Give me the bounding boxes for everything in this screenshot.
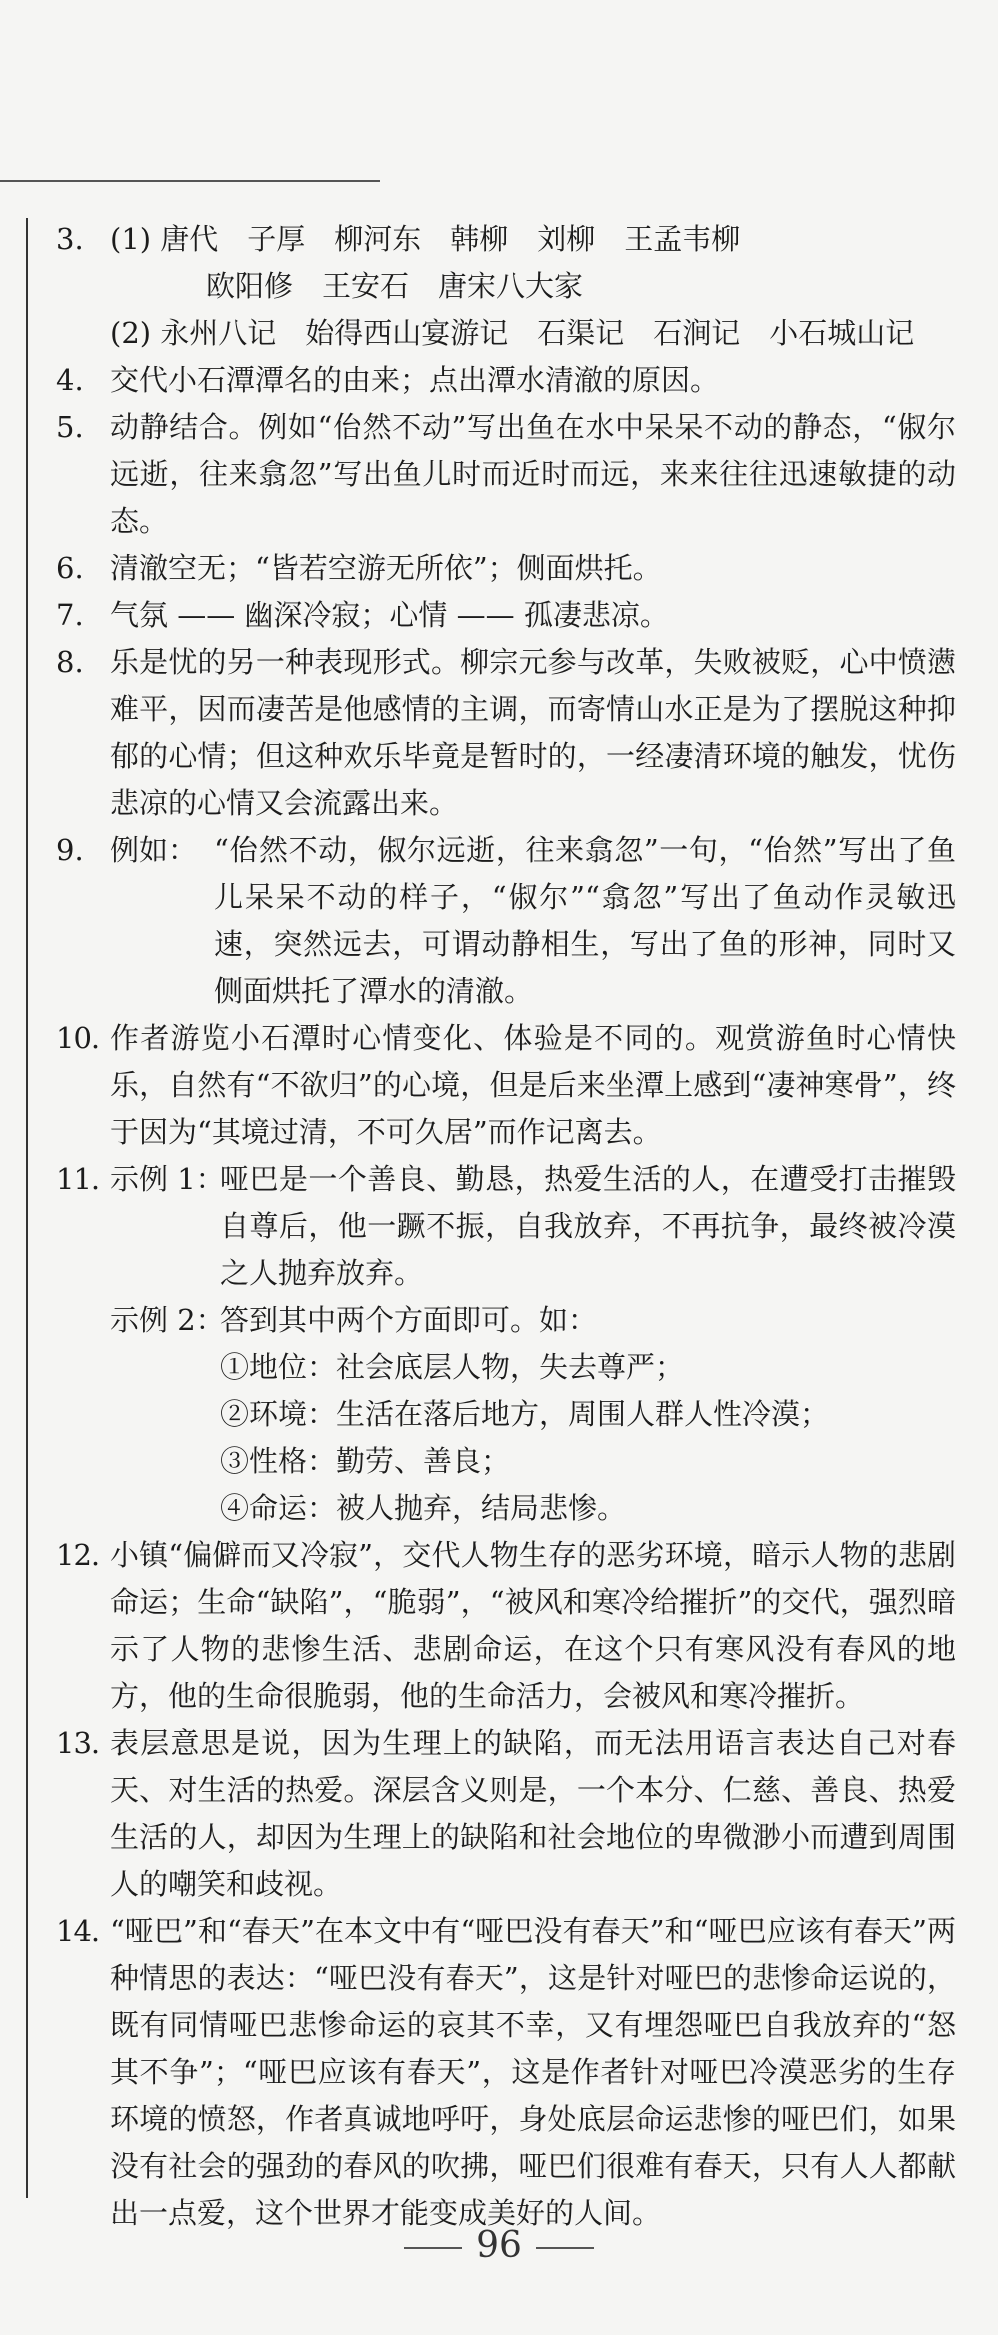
item-text: 清澈空无；“皆若空游无所依”；侧面烘托。 — [110, 551, 662, 585]
point-item: ①地位：社会底层人物，失去尊严； — [220, 1350, 685, 1384]
item-3-line-1: (1) 唐代 子厚 柳河东 韩柳 刘柳 王孟韦柳 — [110, 222, 741, 256]
left-margin-rule — [26, 218, 28, 2198]
item-text: “佁然不动，俶尔远逝，往来翕忽”一句，“佁然”写出了鱼儿呆呆不动的样子，“俶尔”“翕忽”写出了鱼动作灵敏迅速，突然远去，可谓动静相生，写出了鱼的形神，同时又侧面烘托了潭水的清澈。 — [214, 833, 956, 1008]
answer-content — [56, 216, 956, 2237]
top-rule — [0, 180, 380, 182]
item-text: 气氛 —— 幽深冷寂；心情 —— 孤凄悲凉。 — [110, 598, 669, 632]
item-number: 7. — [56, 598, 84, 632]
item-number: 9. — [56, 833, 84, 867]
item-number: 6. — [56, 551, 84, 585]
example-2-points — [110, 1344, 956, 1532]
item-text: 表层意思是说，因为生理上的缺陷，而无法用语言表达自己对春天、对生活的热爱。深层含义则是，一个本分、仁慈、善良、热爱生活的人，却因为生理上的缺陷和社会地位的卑微渺小而遭到周围人的嘲笑和歧视。 — [110, 1726, 956, 1901]
point-item: ②环境：生活在落后地方，周围人群人性冷漠； — [220, 1397, 830, 1431]
answer-item-11 — [56, 1156, 956, 1532]
answer-item-14 — [56, 1908, 956, 2237]
answer-item-7 — [56, 592, 956, 639]
answer-item-6 — [56, 545, 956, 592]
page-number-dash-right — [536, 2247, 594, 2249]
item-3-line-3: (2) 永州八记 始得西山宴游记 石渠记 石涧记 小石城山记 — [110, 316, 915, 350]
item-text: 交代小石潭潭名的由来；点出潭水清澈的原因。 — [110, 363, 720, 397]
item-number: 11. — [56, 1162, 100, 1196]
answer-item-8 — [56, 639, 956, 827]
item-number: 8. — [56, 645, 84, 679]
example-2-label: 示例 2： — [110, 1303, 225, 1337]
item-number: 14. — [56, 1914, 100, 1948]
answer-item-5 — [56, 404, 956, 545]
answer-item-9 — [56, 827, 956, 1015]
example-1-text: 哑巴是一个善良、勤恳，热爱生活的人，在遭受打击摧毁自尊后，他一蹶不振，自我放弃，不再抗争，最终被冷漠之人抛弃放弃。 — [220, 1162, 956, 1290]
example-1 — [110, 1156, 956, 1297]
item-text: 作者游览小石潭时心情变化、体验是不同的。观赏游鱼时心情快乐，自然有“不欲归”的心境，但是后来坐潭上感到“凄神寒骨”，终于因为“其境过清，不可久居”而作记离去。 — [110, 1021, 956, 1149]
point-item: ③性格：勤劳、善良； — [220, 1444, 511, 1478]
example-2-text: 答到其中两个方面即可。如： — [220, 1303, 598, 1337]
item-text: 动静结合。例如“佁然不动”写出鱼在水中呆呆不动的静态，“俶尔远逝，往来翕忽”写出鱼儿时而近时而远，来来往往迅速敏捷的动态。 — [110, 410, 956, 538]
page-number — [0, 2225, 998, 2266]
item-number: 5. — [56, 410, 84, 444]
item-number: 13. — [56, 1726, 100, 1760]
answer-item-10 — [56, 1015, 956, 1156]
answer-item-3 — [56, 216, 956, 357]
point-item: ④命运：被人抛弃，结局悲惨。 — [220, 1491, 627, 1525]
item-number: 12. — [56, 1538, 100, 1572]
page-number-value: 96 — [476, 2225, 522, 2266]
item-number: 4. — [56, 363, 84, 397]
item-text: “哑巴”和“春天”在本文中有“哑巴没有春天”和“哑巴应该有春天”两种情思的表达：“哑巴没有春天”，这是针对哑巴的悲惨命运说的，既有同情哑巴悲惨命运的哀其不幸，又有埋怨哑巴自我放弃的“怒其不争”；“哑巴应该有春天”，这是作者针对哑巴冷漠恶劣的生存环境的愤怒，作者真诚地呼吁，身处底层命运悲惨的哑巴们，如果没有社会的强劲的春风的吹拂，哑巴们很难有春天，只有人人都献出一点爱，这个世界才能变成美好的人间。 — [110, 1914, 956, 2230]
item-3-line-2: 欧阳修 王安石 唐宋八大家 — [206, 269, 584, 303]
example-1-label: 示例 1： — [110, 1162, 225, 1196]
item-text: 小镇“偏僻而又冷寂”，交代人物生存的恶劣环境，暗示人物的悲剧命运；生命“缺陷”，“脆弱”，“被风和寒冷给摧折”的交代，强烈暗示了人物的悲惨生活、悲剧命运，在这个只有寒风没有春风的地方，他的生命很脆弱，他的生命活力，会被风和寒冷摧折。 — [110, 1538, 956, 1713]
answer-item-12 — [56, 1532, 956, 1720]
item-text: 乐是忧的另一种表现形式。柳宗元参与改革，失败被贬，心中愤懑难平，因而凄苦是他感情的主调，而寄情山水正是为了摆脱这种抑郁的心情；但这种欢乐毕竟是暂时的，一经凄清环境的触发，忧伤悲凉的心情又会流露出来。 — [110, 645, 956, 820]
answer-item-4 — [56, 357, 956, 404]
page-number-dash-left — [404, 2247, 462, 2249]
item-label: 例如： — [110, 833, 198, 867]
answer-item-13 — [56, 1720, 956, 1908]
item-number: 3. — [56, 222, 84, 256]
item-9-body — [110, 827, 956, 1015]
item-number: 10. — [56, 1021, 100, 1055]
example-2 — [110, 1297, 956, 1344]
